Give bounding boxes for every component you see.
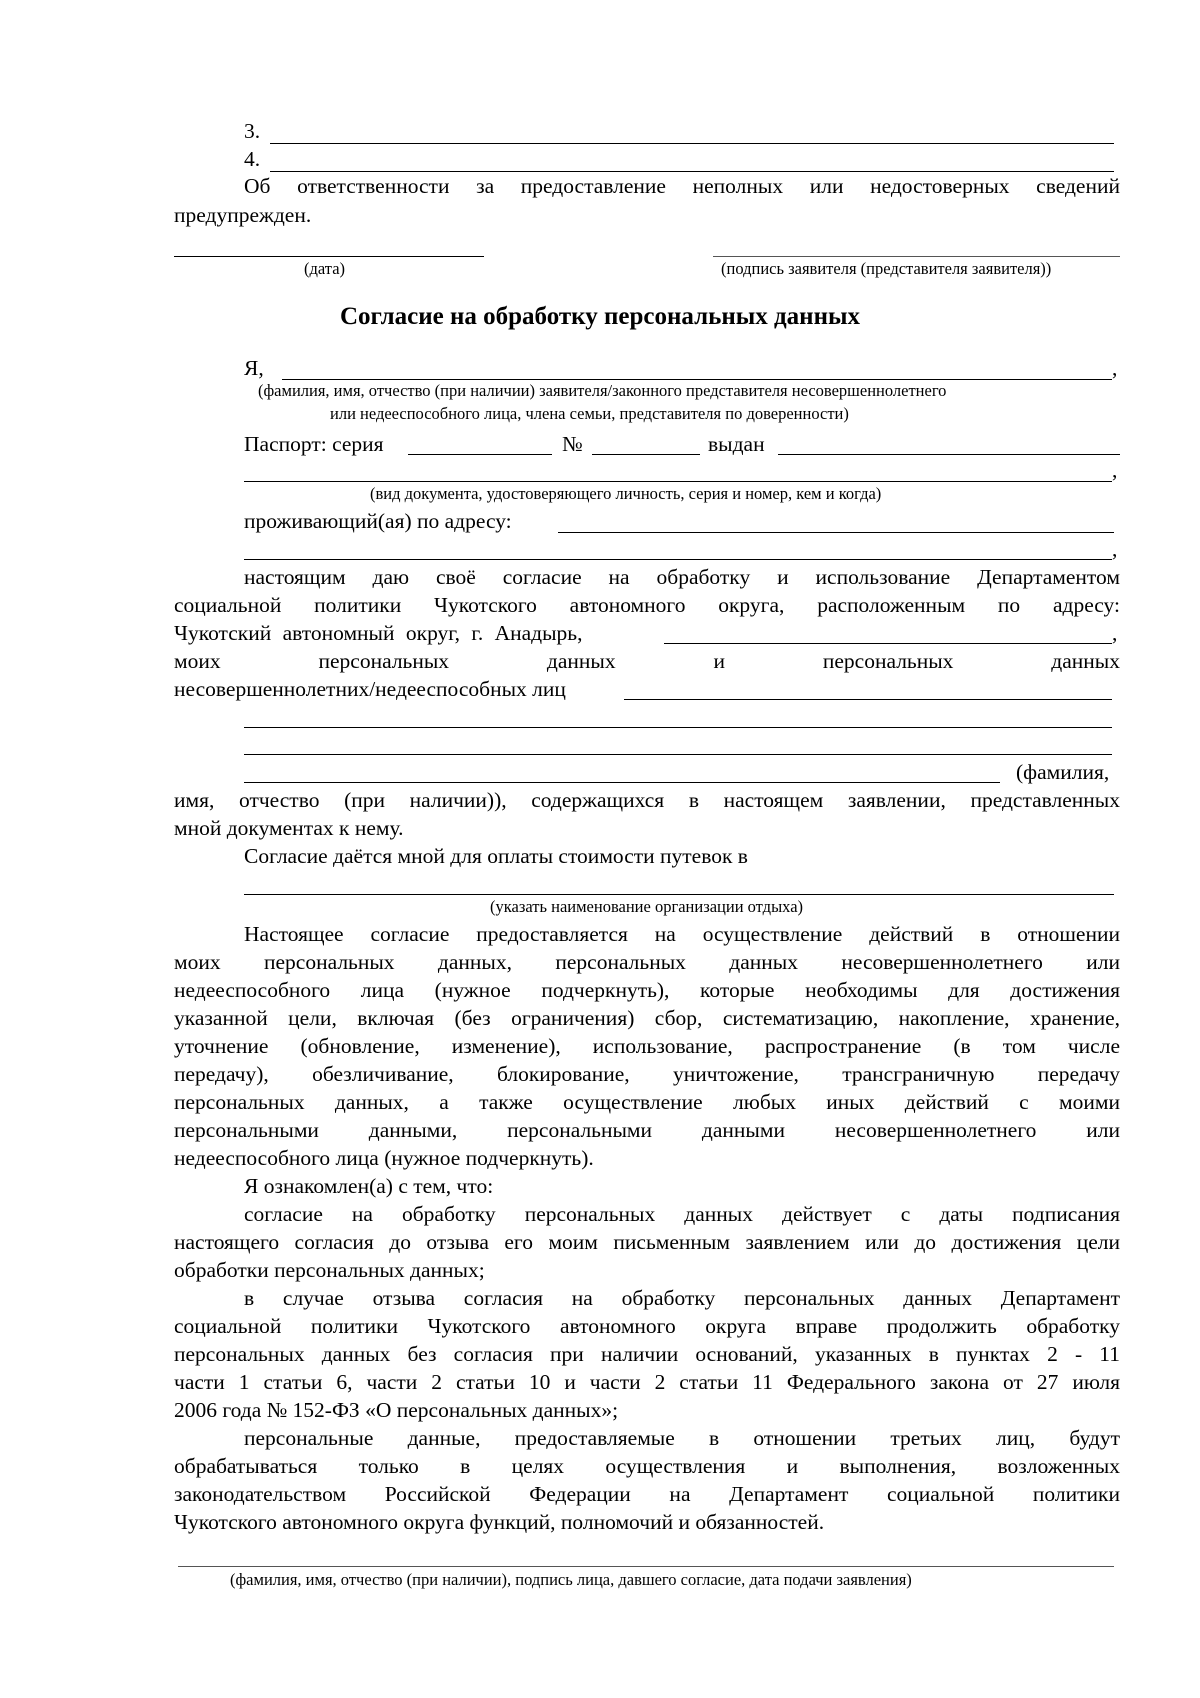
signature-caption: (подпись заявителя (представителя заявителя)) — [721, 259, 1052, 278]
ack-para2-line: персональных данных без согласия при наличии оснований, указанных в пунктах 2 - 11 — [174, 1342, 1120, 1366]
passport-issued-line[interactable] — [778, 454, 1120, 455]
list-item-3-line[interactable] — [270, 143, 1114, 144]
scope-line: персональными данными, персональными данными несовершеннолетнего или — [174, 1118, 1120, 1142]
applicant-caption-1: (фамилия, имя, отчество (при наличии) заявителя/законного представителя несовершеннолетнего — [258, 381, 947, 400]
consent-line-9: имя, отчество (при наличии)), содержащихся в настоящем заявлении, представленных — [174, 788, 1120, 812]
ack-para1-line: согласие на обработку персональных данных действует с даты подписания — [244, 1202, 1120, 1226]
acknowledgement-intro: Я ознакомлен(а) с тем, что: — [244, 1174, 494, 1198]
purpose-caption: (указать наименование организации отдыха) — [490, 897, 804, 916]
consent-line-2: социальной политики Чукотского автономного округа, расположенным по адресу: — [174, 593, 1120, 617]
consent-line-10: мной документах к нему. — [174, 816, 404, 840]
footer-caption: (фамилия, имя, отчество (при наличии), подпись лица, давшего согласие, дата подачи заявления) — [230, 1570, 912, 1589]
scope-line: недееспособного лица (нужное подчеркнуть), которые необходимы для достижения — [174, 978, 1120, 1002]
minors-line-4[interactable] — [244, 782, 1000, 783]
ack-para1-line: настоящего согласия до отзыва его моим письменным заявлением или до достижения цели — [174, 1230, 1120, 1254]
list-item-3: 3. — [244, 119, 261, 143]
scope-line: уточнение (обновление, изменение), использование, распространение (в том числе — [174, 1034, 1120, 1058]
organization-line[interactable] — [244, 894, 1114, 895]
ack-para2-line: 2006 года № 152-ФЗ «О персональных данных»; — [174, 1398, 619, 1422]
scope-line: персональных данных, а также осуществление любых иных действий с моими — [174, 1090, 1120, 1114]
ack-para3-line: Чукотского автономного округа функций, полномочий и обязанностей. — [174, 1510, 825, 1534]
address-line-1[interactable] — [558, 532, 1114, 533]
passport-number-line[interactable] — [592, 454, 700, 455]
scope-line: передачу), обезличивание, блокирование, уничтожение, трансграничную передачу — [174, 1062, 1120, 1086]
passport-comma: , — [1112, 458, 1118, 482]
date-line[interactable] — [174, 256, 484, 257]
passport-details-line[interactable] — [244, 481, 1112, 482]
address-label: проживающий(ая) по адресу: — [244, 509, 512, 533]
address-line-2[interactable] — [244, 559, 1112, 560]
ack-para3-line: персональные данные, предоставляемые в отношении третьих лиц, будут — [244, 1426, 1120, 1450]
consent-line-4 — [174, 647, 1120, 675]
consent-word: персональных — [822, 649, 954, 673]
consent-line-5: несовершеннолетних/недееспособных лиц — [174, 677, 566, 701]
document-title: Согласие на обработку персональных данных — [339, 303, 860, 330]
ack-para2-line: в случае отзыва согласия на обработку персональных данных Департамент — [244, 1286, 1120, 1310]
scope-line: указанной цели, включая (без ограничения) сбор, систематизацию, накопление, хранение, — [174, 1006, 1120, 1030]
consent-line-8-suffix: (фамилия, — [1016, 760, 1110, 784]
date-caption: (дата) — [304, 259, 346, 278]
applicant-comma: , — [1112, 356, 1118, 380]
minors-line-2[interactable] — [244, 727, 1112, 728]
anadyr-address-line[interactable] — [664, 643, 1112, 644]
warning-line-1: Об ответственности за предоставление неполных или недостоверных сведений — [244, 174, 1120, 198]
passport-series-line[interactable] — [408, 454, 552, 455]
applicant-caption-2: или недееспособного лица, члена семьи, представителя по доверенности) — [330, 404, 849, 423]
consent-word: данных — [1051, 649, 1120, 673]
applicant-name-line[interactable] — [282, 379, 1112, 380]
footer-signature-line[interactable] — [178, 1566, 1114, 1567]
minors-line-1[interactable] — [624, 699, 1112, 700]
address-comma: , — [1112, 537, 1118, 561]
ack-para3-line: обрабатываться только в целях осуществления и выполнения, возложенных — [174, 1454, 1120, 1478]
scope-line: моих персональных данных, персональных данных несовершеннолетнего или — [174, 950, 1120, 974]
applicant-prefix: Я, — [244, 356, 264, 380]
ack-para1-line: обработки персональных данных; — [174, 1258, 485, 1282]
consent-line-3-comma: , — [1112, 621, 1118, 645]
consent-line-1: настоящим даю своё согласие на обработку и использование Департаментом — [244, 565, 1120, 589]
signature-line[interactable] — [713, 256, 1120, 257]
scope-line: Настоящее согласие предоставляется на осуществление действий в отношении — [244, 922, 1120, 946]
minors-line-3[interactable] — [244, 754, 1112, 755]
consent-word: персональных — [318, 649, 450, 673]
passport-issued-label: выдан — [708, 432, 765, 456]
passport-caption: (вид документа, удостоверяющего личность, серия и номер, кем и когда) — [370, 484, 882, 503]
warning-line-2: предупрежден. — [174, 203, 312, 227]
passport-label: Паспорт: серия — [244, 432, 384, 456]
consent-line-3: Чукотский автономный округ, г. Анадырь, — [174, 621, 583, 645]
consent-word: и — [713, 649, 725, 673]
list-item-4: 4. — [244, 147, 261, 171]
ack-para3-line: законодательством Российской Федерации на Департамент социальной политики — [174, 1482, 1120, 1506]
purpose-text: Согласие даётся мной для оплаты стоимости путевок в — [244, 844, 748, 868]
consent-word: данных — [546, 649, 616, 673]
passport-number-label: № — [562, 432, 583, 456]
ack-para2-line: части 1 статьи 6, части 2 статьи 10 и части 2 статьи 11 Федерального закона от 27 июля — [174, 1370, 1120, 1394]
consent-word: моих — [174, 649, 221, 673]
ack-para2-line: социальной политики Чукотского автономного округа вправе продолжить обработку — [174, 1314, 1120, 1338]
scope-line: недееспособного лица (нужное подчеркнуть). — [174, 1146, 594, 1170]
